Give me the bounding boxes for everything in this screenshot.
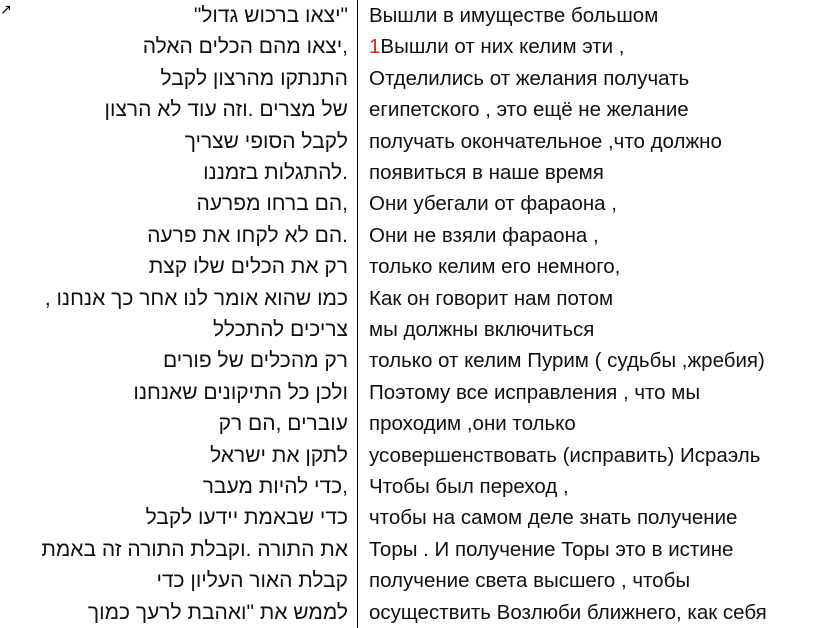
hebrew-text: לממש את "ואהבת לרעך כמוך xyxy=(87,600,348,624)
hebrew-text: כמו שהוא אומר לנו אחר כך אנחנו , xyxy=(44,286,348,310)
corner-tick-mark: ↗ xyxy=(0,1,12,17)
table-row xyxy=(0,0,840,31)
russian-line: появиться в наше время xyxy=(369,161,604,184)
russian-line: Чтобы был переход , xyxy=(369,475,569,498)
hebrew-text: לקבל הסופי שצריך xyxy=(184,129,348,153)
russian-line: Как он говорит нам потом xyxy=(369,286,614,310)
russian-text xyxy=(369,408,839,439)
russian-line: Вышли от них келим эти , xyxy=(380,35,625,59)
russian-line: осуществить Возлюби ближнего, как себя xyxy=(369,600,767,624)
table-row xyxy=(0,283,840,314)
hebrew-text: "יצאו ברכוש גדול" xyxy=(193,4,348,27)
russian-line: Поэтому все исправления , что мы xyxy=(369,380,701,404)
footnote-marker: 1 xyxy=(369,35,381,59)
hebrew-text: כדי שבאמת יידעו לקבל xyxy=(145,506,348,530)
table-row xyxy=(0,440,840,471)
hebrew-text: את התורה .וקבלת התורה זה באמת xyxy=(41,537,348,561)
russian-line: проходим ,они только xyxy=(369,412,576,436)
russian-line: Вышли в имуществе большом xyxy=(369,4,659,27)
hebrew-text: של מצרים .וזה עוד לא הרצון xyxy=(104,98,348,122)
table-row xyxy=(0,220,840,251)
table-row xyxy=(0,126,840,157)
table-row xyxy=(0,94,840,125)
russian-line: Отделились от желания получать xyxy=(369,66,690,90)
russian-text xyxy=(369,94,839,125)
hebrew-text: .להתגלות בזמננו xyxy=(203,161,348,184)
table-row xyxy=(0,408,840,439)
russian-text xyxy=(369,220,839,251)
russian-line: получать окончательное ,что должно xyxy=(369,129,722,153)
table-row xyxy=(0,471,840,502)
table-row xyxy=(0,534,840,565)
table-row xyxy=(0,565,840,596)
russian-line: только келим его немного, xyxy=(369,255,621,279)
table-row xyxy=(0,251,840,282)
russian-text xyxy=(369,0,839,31)
hebrew-text: ,יצאו מהם הכלים האלה xyxy=(142,35,348,59)
russian-text xyxy=(369,471,839,502)
russian-text xyxy=(369,283,839,314)
hebrew-text: התנתקו מהרצון לקבל xyxy=(160,66,348,90)
hebrew-text: צריכים להתכלל xyxy=(212,318,348,341)
russian-line: только от келим Пурим ( судьбы ,жребия) xyxy=(369,349,765,373)
russian-text xyxy=(369,345,839,376)
table-row xyxy=(0,345,840,376)
russian-text xyxy=(369,502,839,533)
russian-line: египетского , это ещё не желание xyxy=(369,98,689,122)
russian-line: Торы . И получение Торы это в истине xyxy=(369,537,734,561)
hebrew-text: קבלת האור העליון כדי xyxy=(156,569,348,593)
table-row xyxy=(0,377,840,408)
table-row xyxy=(0,188,840,219)
russian-text xyxy=(369,188,839,219)
hebrew-text: ,כדי להיות מעבר xyxy=(202,475,348,498)
hebrew-text: .הם לא לקחו את פרעה xyxy=(147,223,348,247)
russian-text xyxy=(369,126,839,157)
russian-text xyxy=(369,534,839,565)
russian-text xyxy=(369,377,839,408)
russian-line: Они убегали от фараона , xyxy=(369,192,617,216)
table-row xyxy=(0,157,840,188)
russian-text xyxy=(369,565,839,596)
hebrew-text: לתקן את ישראל xyxy=(210,443,348,467)
table-row xyxy=(0,31,840,62)
table-row xyxy=(0,63,840,94)
table-row xyxy=(0,314,840,345)
russian-line: чтобы на самом деле знать получение xyxy=(369,506,738,530)
russian-line: мы должны включиться xyxy=(369,318,595,341)
hebrew-text: ולכן כל התיקונים שאנחנו xyxy=(133,380,348,404)
table-row xyxy=(0,502,840,533)
hebrew-text: רק מהכלים של פורים xyxy=(162,349,348,373)
table-row xyxy=(0,597,840,628)
russian-line: получение света высшего , чтобы xyxy=(369,569,691,593)
russian-text xyxy=(369,597,839,628)
russian-text xyxy=(369,157,839,188)
hebrew-text: ,הם ברחו מפרעה xyxy=(196,192,348,216)
russian-text xyxy=(369,63,839,94)
russian-text xyxy=(369,31,839,62)
russian-text xyxy=(369,440,839,471)
hebrew-text: רק את הכלים שלו קצת xyxy=(148,255,348,279)
russian-text xyxy=(369,251,839,282)
russian-line: Они не взяли фараона , xyxy=(369,223,599,247)
russian-text xyxy=(369,314,839,345)
hebrew-text: עוברים ,הם רק xyxy=(218,412,348,436)
russian-line: усовершенствовать (исправить) Исраэль xyxy=(369,443,761,467)
